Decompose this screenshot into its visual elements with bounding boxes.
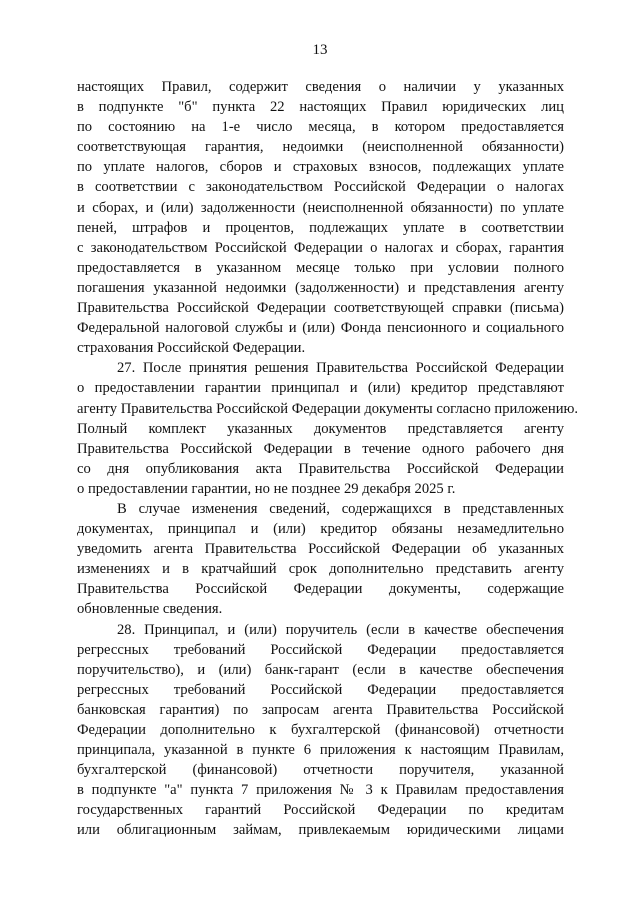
paragraph xyxy=(77,77,564,358)
page-number: 13 xyxy=(312,42,328,58)
text-line: Полный комплект указанных документов представляется агенту xyxy=(77,420,564,437)
text-line: регрессных требований Российской Федерации предоставляется xyxy=(77,641,564,658)
text-line: документах, принципал и (или) кредитор обязаны незамедлительно xyxy=(77,521,564,538)
text-line: поручительство), и (или) банк-гарант (если в качестве обеспечения xyxy=(77,661,564,678)
text-line: или облигационным займам, привлекаемым юридическими лицами xyxy=(77,822,564,839)
text-line: бухгалтерской (финансовой) отчетности поручителя, указанной xyxy=(77,762,564,779)
text-line: пеней, штрафов и процентов, подлежащих уплате в соответствии xyxy=(77,219,564,236)
text-line: уведомить агента Правительства Российской Федерации об указанных xyxy=(77,541,564,558)
text-line: со дня опубликования акта Правительства Российской Федерации xyxy=(77,460,564,477)
text-line: принципала, указанной в пункте 6 приложения к настоящим Правилам, xyxy=(77,742,564,759)
text-line: 28. Принципал, и (или) поручитель (если в качестве обеспечения xyxy=(117,621,564,638)
text-line: с законодательством Российской Федерации о налогах и сборах, гарантия xyxy=(77,239,564,256)
text-line: государственных гарантий Российской Федерации по кредитам xyxy=(77,802,564,819)
text-line: предоставляется в указанном месяце только при условии полного xyxy=(77,259,564,276)
text-line: Правительства Российской Федерации документы, содержащие xyxy=(77,581,564,598)
text-line: Правительства Российской Федерации соответствующей справки (письма) xyxy=(77,300,564,317)
text-line: страхования Российской Федерации. xyxy=(77,340,306,357)
text-line: по состоянию на 1-е число месяца, в котором предоставляется xyxy=(77,119,564,136)
text-line: Правительства Российской Федерации в течение одного рабочего дня xyxy=(77,440,564,457)
text-line: в подпункте "а" пункта 7 приложения № 3 к Правилам предоставления xyxy=(77,782,564,799)
text-line: в подпункте "б" пункта 22 настоящих Правил юридических лиц xyxy=(77,99,564,116)
text-line: агенту Правительства Российской Федерации документы согласно приложению. xyxy=(77,400,579,417)
text-line: банковская гарантия) по запросам агента Правительства Российской xyxy=(77,701,564,718)
text-line: Федеральной налоговой службы и (или) Фонда пенсионного и социального xyxy=(77,320,564,337)
text-line: о предоставлении гарантии принципал и (или) кредитор представляют xyxy=(77,380,564,397)
paragraph xyxy=(77,499,564,620)
text-line: обновленные сведения. xyxy=(77,601,223,618)
text-line: В случае изменения сведений, содержащихся в представленных xyxy=(117,500,564,517)
text-line: 27. После принятия решения Правительства Российской Федерации xyxy=(117,360,564,377)
paragraph xyxy=(77,358,579,499)
text-line: погашения указанной недоимки (задолженности) и представления агенту xyxy=(77,279,564,296)
text-line: в соответствии с законодательством Российской Федерации о налогах xyxy=(77,179,564,196)
text-line: изменениях и в кратчайший срок дополнительно представить агенту xyxy=(77,561,564,578)
document-body xyxy=(77,77,579,841)
paragraph xyxy=(77,620,564,841)
text-line: регрессных требований Российской Федерации предоставляется xyxy=(77,681,564,698)
text-line: соответствующая гарантия, недоимки (неисполненной обязанности) xyxy=(77,139,564,156)
text-line: о предоставлении гарантии, но не позднее 29 декабря 2025 г. xyxy=(77,480,456,497)
text-line: и сборах, и (или) задолженности (неисполненной обязанности) по уплате xyxy=(77,199,564,216)
text-line: Федерации дополнительно к бухгалтерской (финансовой) отчетности xyxy=(77,722,564,738)
text-line: по уплате налогов, сборов и страховых взносов, подлежащих уплате xyxy=(77,159,564,176)
text-line: настоящих Правил, содержит сведения о наличии у указанных xyxy=(77,79,564,95)
